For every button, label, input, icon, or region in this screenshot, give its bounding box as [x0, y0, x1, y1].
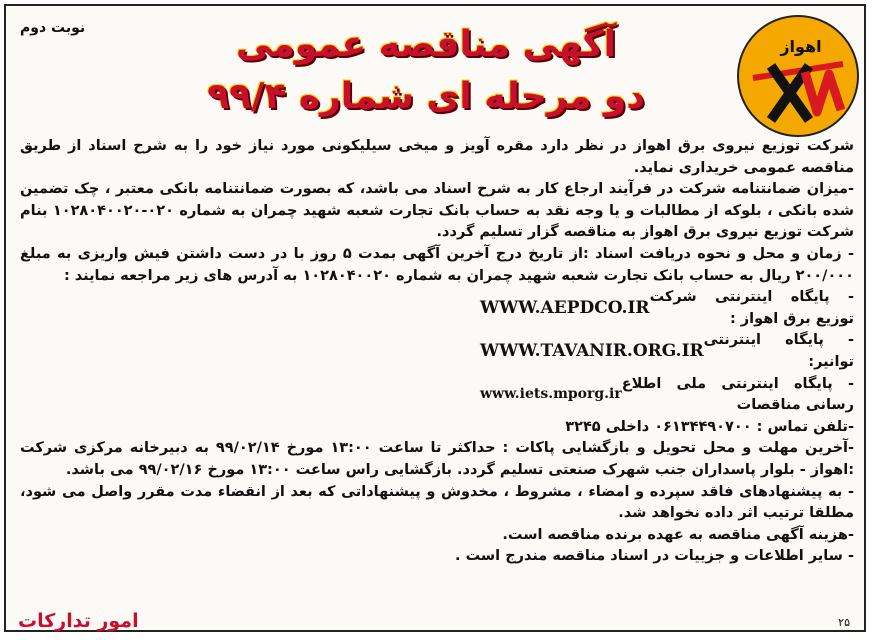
ad-title: آگهی مناقصه عمومی — [236, 24, 616, 65]
documents-paragraph: - زمان و محل و نحوه دریافت اسناد :از تاریخ درج آخرین آگهی بمدت ۵ روز با در دست داشتن فیش واریزی به مبلغ ۲۰۰/۰۰۰ ریال به حساب بانک تجارت شعبه شهید چمران به شماره ۱۰۲۸۰۴۰۰۲۰ به آدرس های زیر مراجعه نمایند : — [20, 245, 854, 284]
site-label: - پایگاه اینترنتی توانیر: — [703, 332, 854, 370]
round-label: نوبت دوم — [20, 20, 86, 36]
site-label: - پایگاه اینترنتی شرکت توزیع برق اهواز : — [649, 289, 854, 327]
guarantee-paragraph: -میزان ضمانتنامه شرکت در فرآیند ارجاع کار به شرح اسناد می باشد، که بصورت ضمانتنامه بانکی معتبر ، چک تضمین شده بانکی ، بلوکه از مطالبات و یا وجه نقد به حساب بانک تجارت شعبه شهید چمران به شماره ۰۲۰-۱۰۲۸۰۴۰۰۲۰ بنام شرکت توزیع نیروی برق اهواز به مناقصه گزار تسلیم گردد. — [20, 181, 854, 241]
department-name: امور تدارکات — [18, 610, 139, 632]
ad-body — [20, 136, 854, 568]
site-row — [20, 374, 854, 417]
phone-line: -تلفن تماس : ۰۶۱۳۴۴۹۰۷۰۰ داخلی ۳۲۴۵ — [565, 418, 854, 435]
site-label: - پایگاه اینترنتی ملی اطلاع رسانی مناقصات — [621, 375, 854, 414]
page-number: ۲۵ — [838, 616, 850, 629]
deadline-paragraph: -آخرین مهلت و محل تحویل و بازگشایی پاکات : حداکثر تا ساعت ۱۳:۰۰ مورخ ۹۹/۰۲/۱۴ به دبیرخانه مرکزی شرکت :اهواز - بلوار پاسداران جنب شهرک صنعتی تسلیم گردد. بازگشایی راس ساعت ۱۳:۰۰ مورخ ۹۹/۰۲/۱۶ می باشد. — [20, 440, 855, 478]
ahvaz-electricity-logo — [731, 14, 865, 138]
logo-text: اهواز — [780, 37, 822, 56]
tender-advertisement — [4, 4, 866, 632]
site-row — [20, 330, 854, 373]
other-info-line: - سایر اطلاعات و جزییات در اسناد مناقصه مندرج است . — [455, 548, 854, 565]
cost-line: -هزینه آگهی مناقصه به عهده برنده مناقصه است. — [502, 526, 854, 543]
site-url-link[interactable]: WWW.AEPDCO.IR — [480, 297, 650, 318]
site-url-link[interactable]: WWW.TAVANIR.ORG.IR — [480, 341, 704, 362]
ad-subtitle: دو مرحله ای شماره ۹۹/۴ — [207, 76, 645, 117]
site-url-link[interactable]: www.iets.mporg.ir — [480, 386, 622, 403]
site-row — [20, 287, 854, 330]
intro-paragraph: شرکت توزیع نیروی برق اهواز در نظر دارد مقره آویز و میخی سیلیکونی مورد نیاز خود را به شرح اسناد از طریق مناقصه عمومی خریداری نماید. — [20, 138, 854, 176]
rejection-paragraph: - به پیشنهادهای فاقد سپرده و امضاء ، مشروط ، مخدوش و پیشنهاداتی که بعد از انقضاء مدت مقرر واصل می شود، مطلقا ترتیب اثر داده نخواهد شد. — [20, 483, 854, 522]
